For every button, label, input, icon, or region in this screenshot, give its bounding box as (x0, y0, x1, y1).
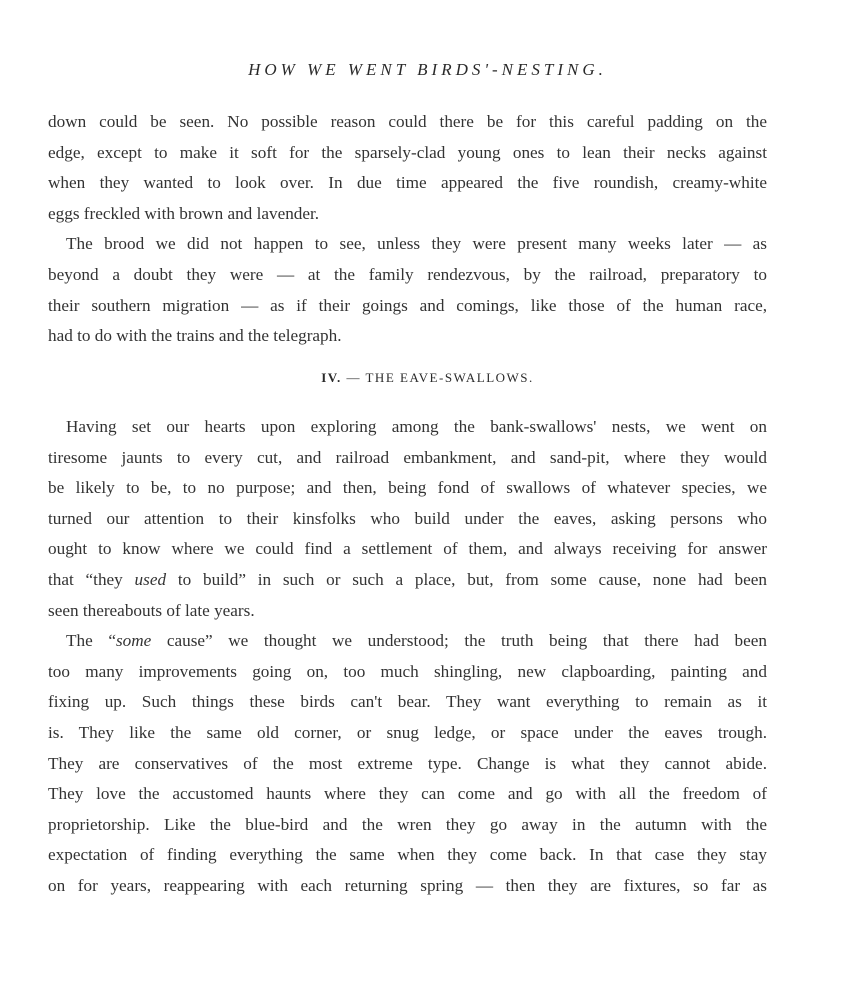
paragraph-3-line-with-emphasis (48, 565, 767, 596)
paragraph-4-line: expectation of finding everything the same when they come back. In that case they stay (48, 845, 767, 865)
paragraph-3-line: Having set our hearts upon exploring among the bank-swallows' nests, we went on (66, 417, 767, 436)
text-run: to build” in such or such a place, but, from some cause, none had been (166, 569, 767, 589)
section-number: IV. (321, 370, 342, 385)
paragraph-2-line: The brood we did not happen to see, unless they were present many weeks later — as (66, 234, 767, 254)
paragraph-3-line: ought to know where we could find a settlement of them, and always receiving for answer (48, 539, 767, 559)
paragraph-3-line: turned our attention to their kinsfolks who build under the eaves, asking persons who (48, 508, 767, 528)
paragraph-1-line: when they wanted to look over. In due time appeared the five roundish, creamy-white (48, 173, 767, 193)
paragraph-2-line: had to do with the trains and the telegraph. (48, 326, 342, 346)
paragraph-4-line: on for years, reappearing with each returning spring — then they are fixtures, so far as (48, 875, 767, 895)
paragraph-1-line: edge, except to make it soft for the sparsely-clad young ones to lean their necks against (48, 142, 767, 162)
paragraph-3-line: seen thereabouts of late years. (48, 600, 255, 620)
emphasized-word: used (134, 569, 167, 589)
paragraph-4-line: They love the accustomed haunts where they can come and go with all the freedom of (48, 784, 767, 804)
emphasized-word: some (115, 631, 152, 651)
paragraph-4-line-with-emphasis (48, 626, 767, 657)
paragraph-4-line: too many improvements going on, too much shingling, new clapboarding, painting and (48, 661, 767, 681)
paragraph-2-line: their southern migration — as if their goings and comings, like those of the human race, (48, 295, 767, 315)
section-title: — THE EAVE-SWALLOWS. (346, 370, 534, 385)
text-block-upper (48, 107, 767, 352)
text-run: that “they (48, 569, 135, 589)
paragraph-4-line: They are conservatives of the most extreme type. Change is what they cannot abide. (48, 753, 767, 773)
text-block-lower (48, 412, 767, 902)
text-run: cause” we thought we understood; the truth being that there had been (151, 631, 767, 651)
paragraph-1-line: down could be seen. No possible reason could there be for this careful padding on the (48, 112, 767, 131)
paragraph-3-line: be likely to be, to no purpose; and then, being fond of swallows of whatever species, we (48, 478, 767, 498)
paragraph-2-line: beyond a doubt they were — at the family rendezvous, by the railroad, preparatory to (48, 264, 767, 284)
paragraph-4-line: fixing up. Such things these birds can't bear. They want everything to remain as it (48, 692, 767, 712)
text-run: The “ (66, 631, 116, 651)
paragraph-4-line: is. They like the same old corner, or snug ledge, or space under the eaves trough. (48, 722, 767, 742)
paragraph-1-line: eggs freckled with brown and lavender. (48, 203, 320, 223)
paragraph-4-line: proprietorship. Like the blue-bird and the wren they go away in the autumn with the (48, 814, 767, 834)
running-head: HOW WE WENT BIRDS'-NESTING. (248, 60, 607, 79)
paragraph-3-line: tiresome jaunts to every cut, and railroad embankment, and sand-pit, where they would (48, 447, 767, 467)
section-heading (0, 370, 855, 386)
